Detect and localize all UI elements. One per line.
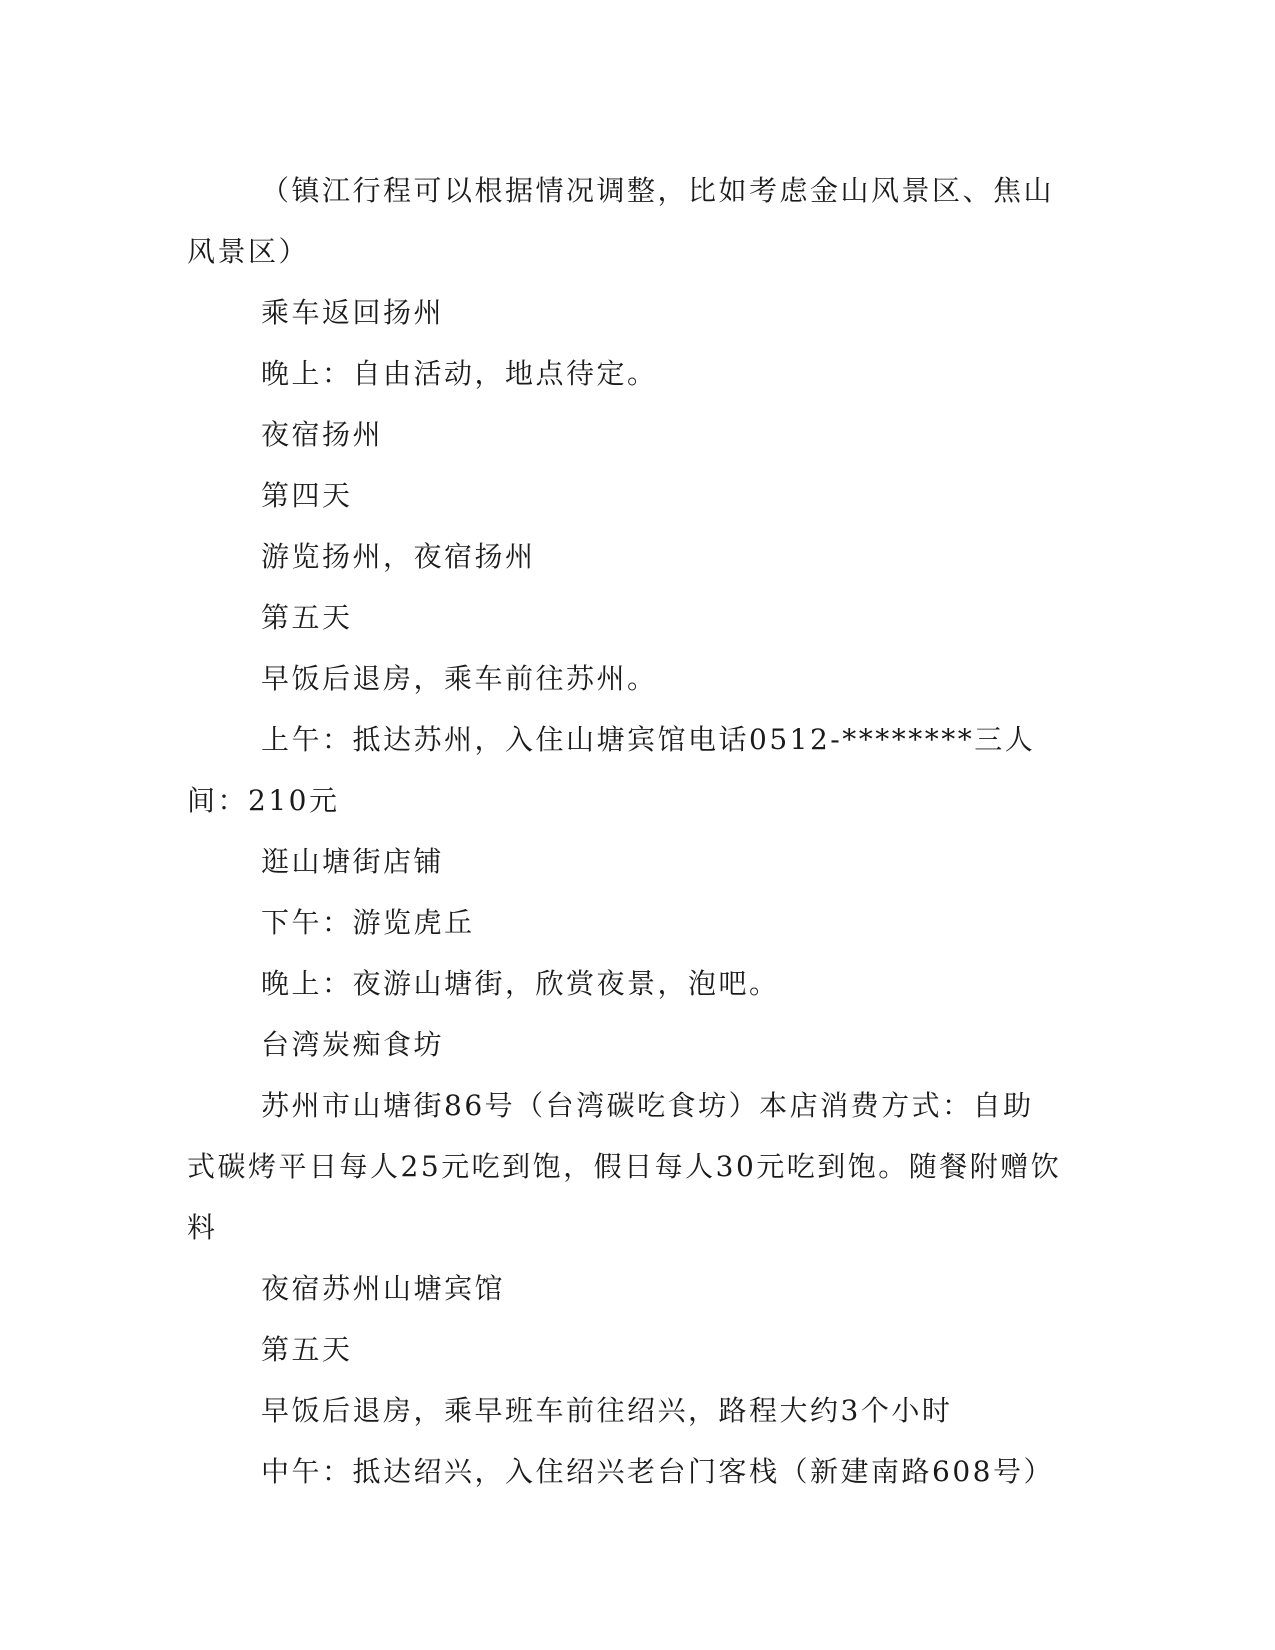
paragraph-checkout-shaoxing: 早饭后退房，乘早班车前往绍兴，路程大约3个小时 xyxy=(261,1394,953,1427)
paragraph-shantang-shops: 逛山塘街店铺 xyxy=(261,845,445,878)
paragraph-noon-shaoxing: 中午：抵达绍兴，入住绍兴老台门客栈（新建南路608号） xyxy=(261,1455,1054,1488)
paragraph-zhenjiang-note: （镇江行程可以根据情况调整，比如考虑金山风景区、焦山风景区） xyxy=(187,174,1055,268)
paragraph-restaurant-details: 苏州市山塘街86号（台湾碳吃食坊）本店消费方式：自助式碳烤平日每人25元吃到饱，假日每人30元吃到饱。随餐附赠饮料 xyxy=(187,1089,1062,1244)
paragraph-tour-yangzhou: 游览扬州，夜宿扬州 xyxy=(261,540,536,573)
paragraph-morning-suzhou-hotel: 上午：抵达苏州，入住山塘宾馆电话0512-********三人间：210元 xyxy=(187,723,1036,817)
paragraph-day-five-repeat: 第五天 xyxy=(261,1333,353,1366)
paragraph-stay-suzhou: 夜宿苏州山塘宾馆 xyxy=(261,1272,506,1305)
paragraph-return-yangzhou: 乘车返回扬州 xyxy=(261,296,445,329)
paragraph-day-five: 第五天 xyxy=(261,601,353,634)
paragraph-afternoon-huqiu: 下午：游览虎丘 xyxy=(261,906,475,939)
paragraph-stay-yangzhou: 夜宿扬州 xyxy=(261,418,384,451)
paragraph-evening-shantang: 晚上：夜游山塘街，欣赏夜景，泡吧。 xyxy=(261,967,780,1000)
document-body xyxy=(187,160,1062,1502)
paragraph-evening-free: 晚上：自由活动，地点待定。 xyxy=(261,357,658,390)
paragraph-checkout-suzhou: 早饭后退房，乘车前往苏州。 xyxy=(261,662,658,695)
paragraph-day-four: 第四天 xyxy=(261,479,353,512)
paragraph-restaurant-name: 台湾炭痴食坊 xyxy=(261,1028,445,1061)
